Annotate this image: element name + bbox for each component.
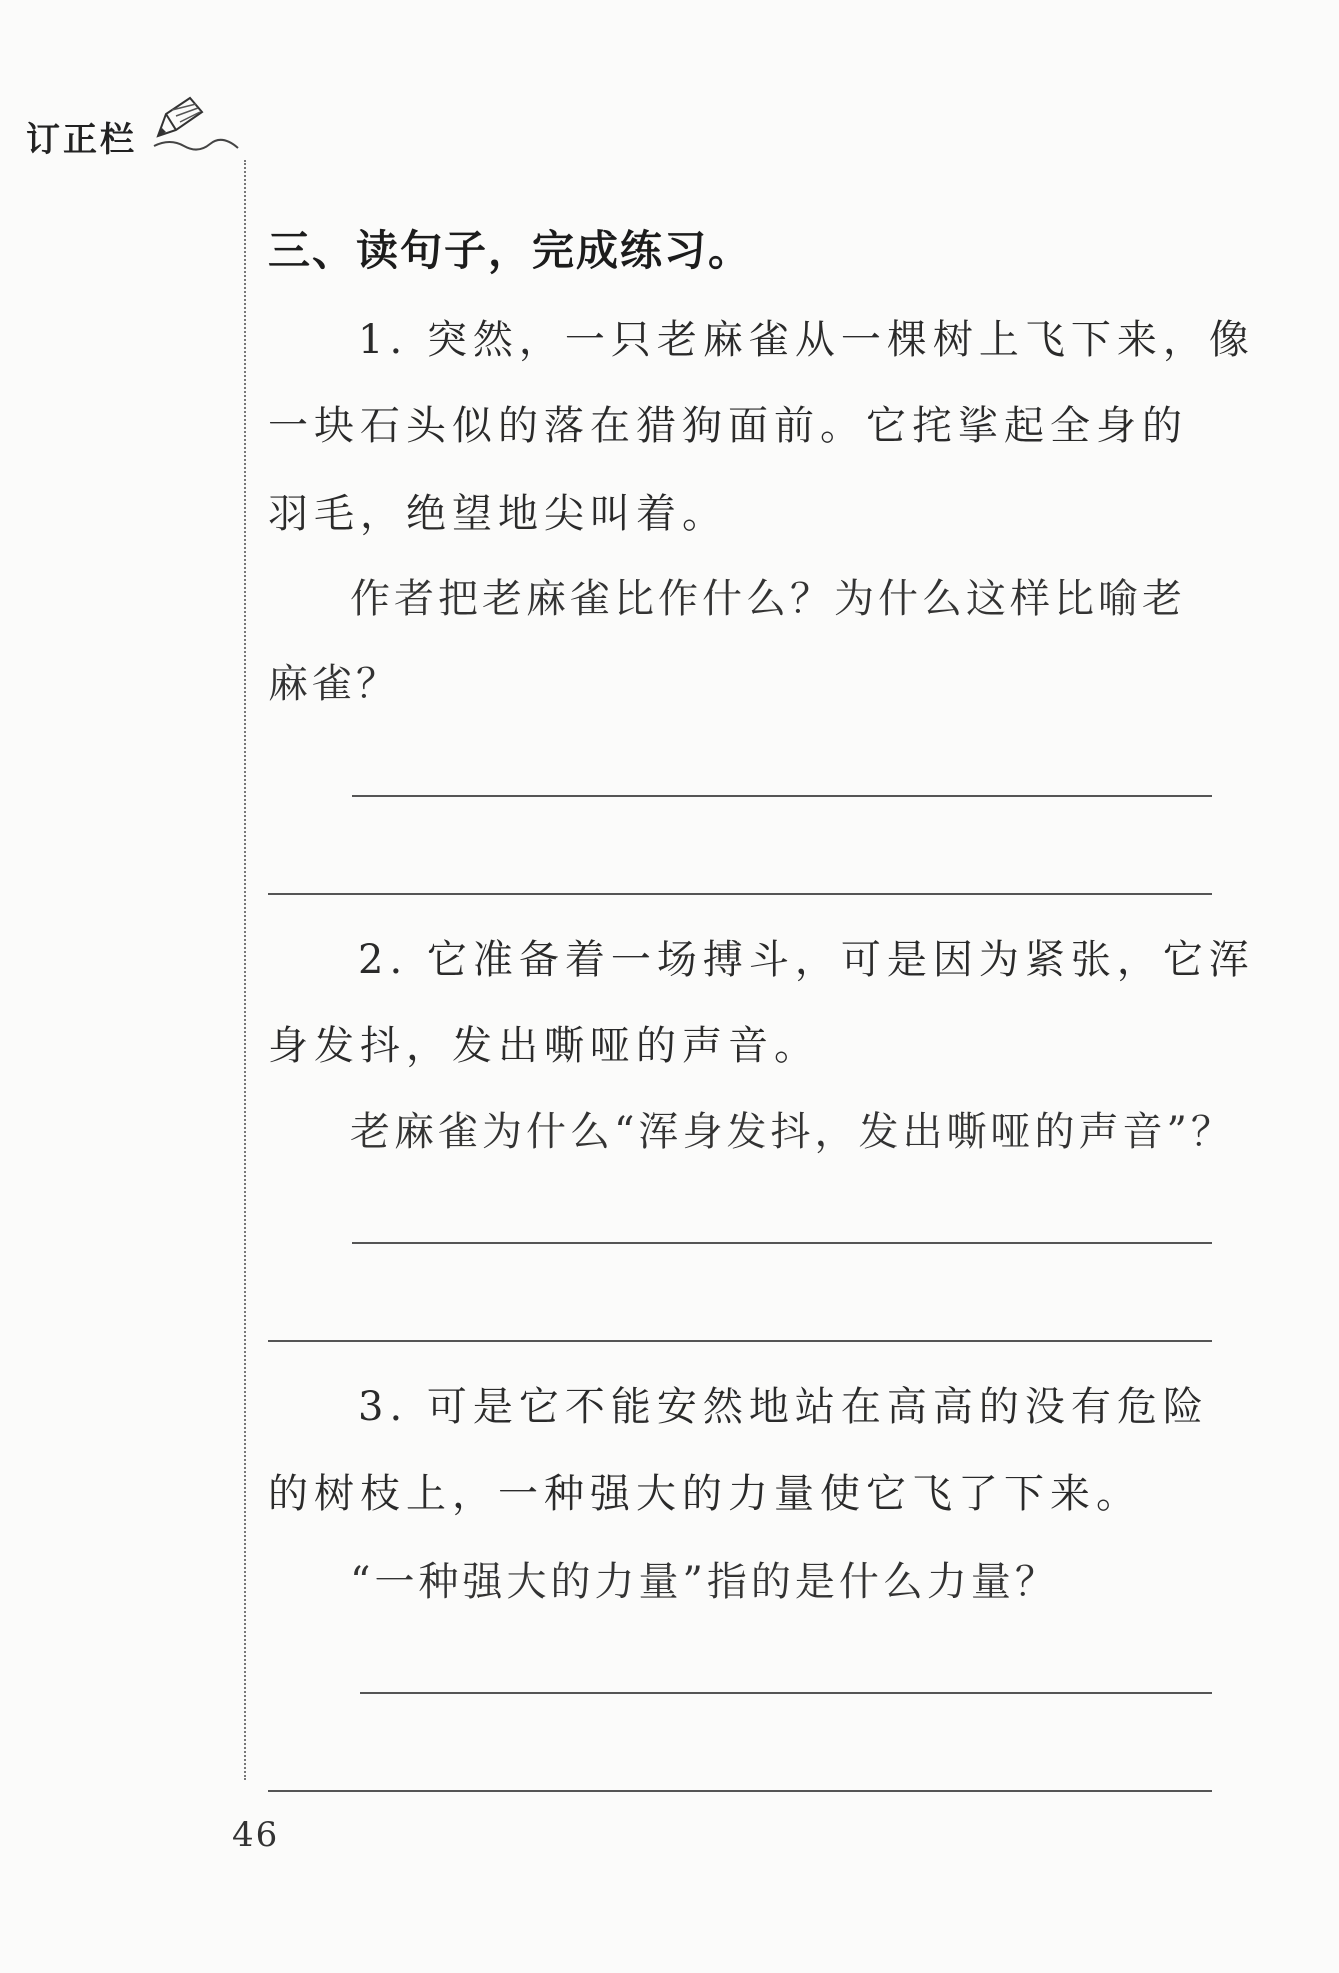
correction-column-label: 订正栏 xyxy=(26,120,137,160)
page-number: 46 xyxy=(232,1815,280,1855)
item-3-passage-line-1: 3. 可是它不能安然地站在高高的没有危险 xyxy=(358,1384,1209,1430)
item-2-question: 老麻雀为什么“浑身发抖，发出嘶哑的声音”？ xyxy=(350,1109,1235,1155)
item-1-passage-line-2: 一块石头似的落在猎狗面前。它挓挲起全身的 xyxy=(268,403,1188,449)
item-2-answer-line-2[interactable] xyxy=(268,1340,1212,1342)
item-3-answer-line-2[interactable] xyxy=(268,1790,1212,1792)
item-2-answer-line-1[interactable] xyxy=(352,1242,1212,1244)
item-1-answer-line-2[interactable] xyxy=(268,893,1212,895)
item-3-passage-line-2: 的树枝上，一种强大的力量使它飞了下来。 xyxy=(268,1471,1142,1517)
item-3-answer-line-1[interactable] xyxy=(360,1692,1212,1694)
margin-dotted-divider xyxy=(244,160,246,1780)
item-1-answer-line-1[interactable] xyxy=(352,795,1212,797)
item-1-passage-line-1: 1. 突然，一只老麻雀从一棵树上飞下来，像 xyxy=(358,317,1255,363)
item-1-passage-line-3: 羽毛，绝望地尖叫着。 xyxy=(268,491,728,537)
item-3-question: “一种强大的力量”指的是什么力量？ xyxy=(350,1559,1059,1605)
item-1-question-line-1: 作者把老麻雀比作什么？为什么这样比喻老 xyxy=(350,576,1186,622)
section-title: 三、读句子，完成练习。 xyxy=(268,226,753,275)
pencil-icon xyxy=(150,92,240,152)
item-2-passage-line-1: 2. 它准备着一场搏斗，可是因为紧张，它浑 xyxy=(358,937,1255,983)
item-2-passage-line-2: 身发抖，发出嘶哑的声音。 xyxy=(268,1023,820,1069)
item-1-question-line-2: 麻雀？ xyxy=(268,661,400,707)
